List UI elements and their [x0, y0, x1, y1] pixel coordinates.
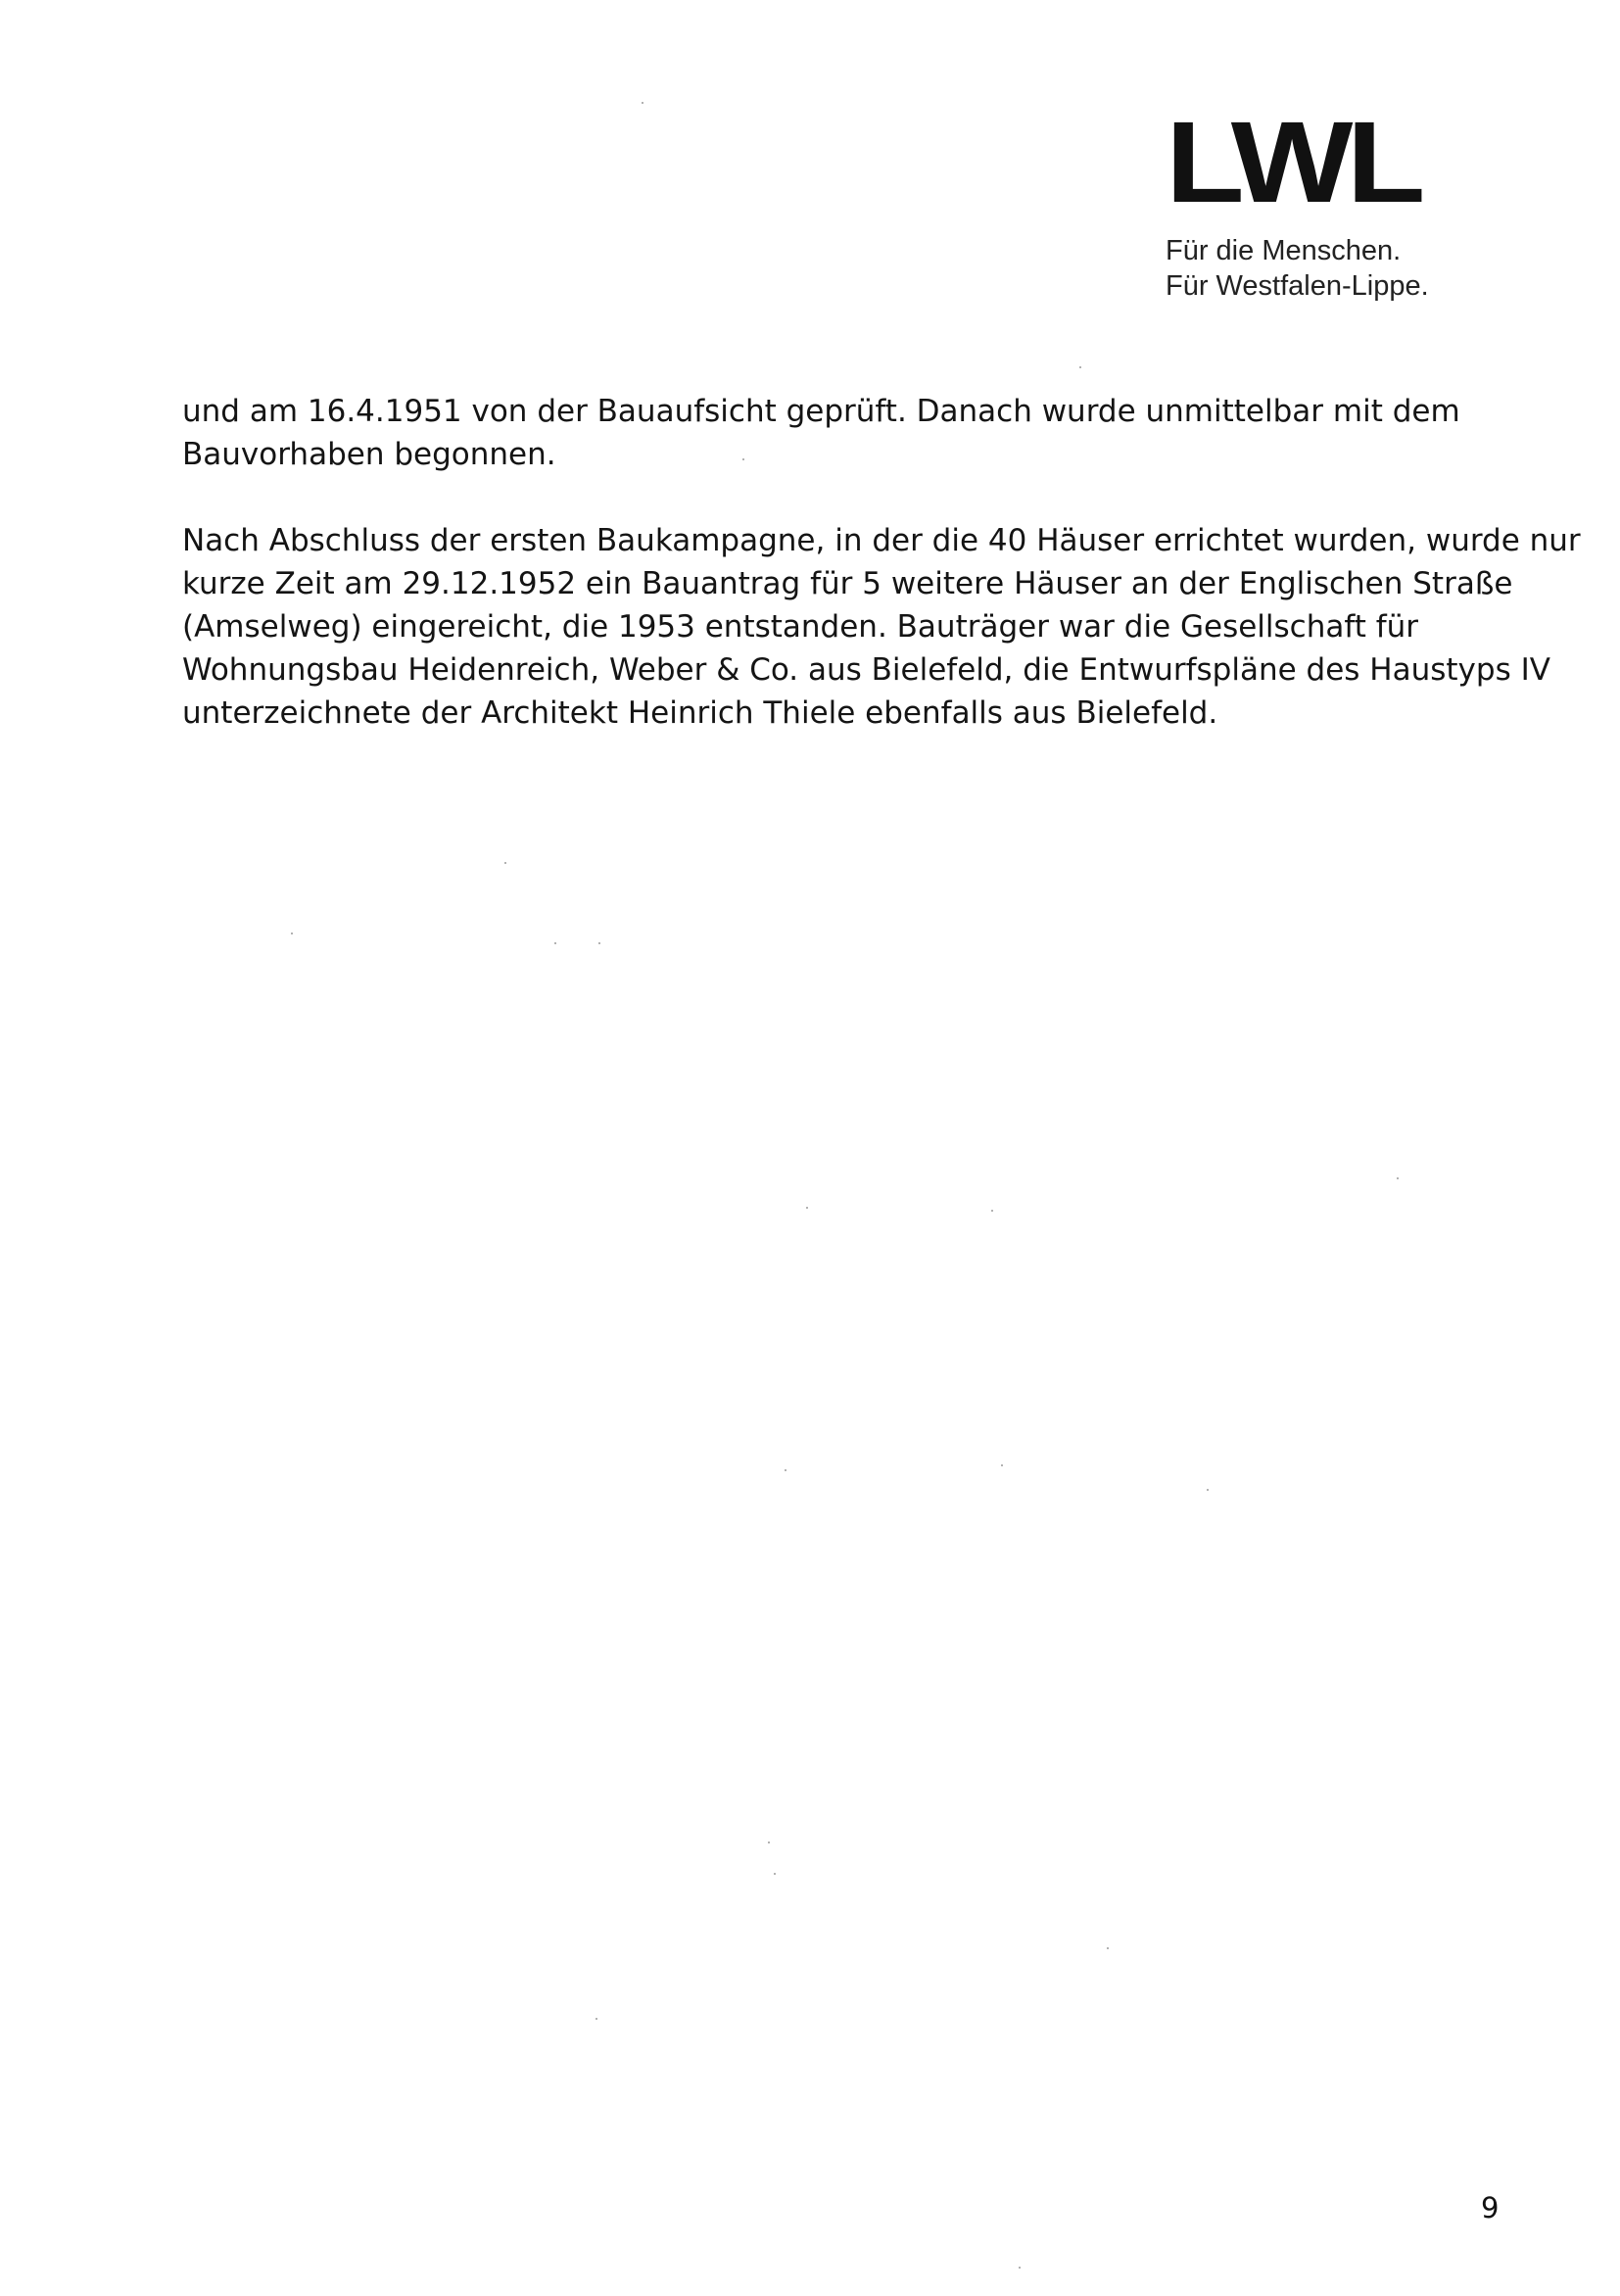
scan-speck	[991, 1210, 993, 1212]
scan-speck	[596, 2018, 597, 2020]
scan-speck	[1207, 1489, 1209, 1491]
logo-tagline	[1166, 233, 1450, 304]
scan-speck	[774, 1873, 776, 1875]
scan-speck	[785, 1469, 786, 1471]
scan-speck	[1107, 1947, 1109, 1949]
text-line: Wohnungsbau Heidenreich, Weber & Co. aus Bielefeld, die Entwurfspläne des Haustyps IV	[182, 652, 1550, 688]
text-line: und am 16.4.1951 von der Bauaufsicht geprüft. Danach wurde unmittelbar mit dem	[182, 394, 1460, 429]
scan-speck	[642, 102, 643, 104]
text-line: unterzeichnete der Architekt Heinrich Thiele ebenfalls aus Bielefeld.	[182, 695, 1218, 731]
text-line: Bauvorhaben begonnen.	[182, 437, 556, 472]
scan-speck	[806, 1207, 808, 1209]
text-line: (Amselweg) eingereicht, die 1953 entstanden. Bauträger war die Gesellschaft für	[182, 609, 1419, 645]
paragraph-2	[182, 519, 1581, 735]
lwl-logo	[1166, 98, 1450, 304]
body-text	[182, 390, 1581, 735]
scan-speck	[1019, 2267, 1021, 2269]
scan-speck	[768, 1842, 770, 1843]
scan-speck	[598, 942, 600, 944]
scan-speck	[1001, 1464, 1003, 1466]
tagline-line-1: Für die Menschen.	[1166, 235, 1402, 266]
page-number: 9	[1481, 2191, 1500, 2224]
scan-speck	[504, 862, 506, 864]
scan-speck	[291, 933, 293, 934]
paragraph-1	[182, 390, 1524, 476]
logo-wordmark: LWL	[1166, 98, 1419, 227]
text-line: Nach Abschluss der ersten Baukampagne, in der die 40 Häuser errichtet wurden, wurde nur	[182, 523, 1581, 558]
scan-speck	[742, 458, 744, 460]
tagline-line-2: Für Westfalen-Lippe.	[1166, 270, 1429, 302]
scan-speck	[554, 942, 556, 944]
scan-speck	[1397, 1177, 1399, 1179]
text-line: kurze Zeit am 29.12.1952 ein Bauantrag für 5 weitere Häuser an der Englischen Straße	[182, 566, 1513, 601]
scan-speck	[1079, 366, 1081, 368]
